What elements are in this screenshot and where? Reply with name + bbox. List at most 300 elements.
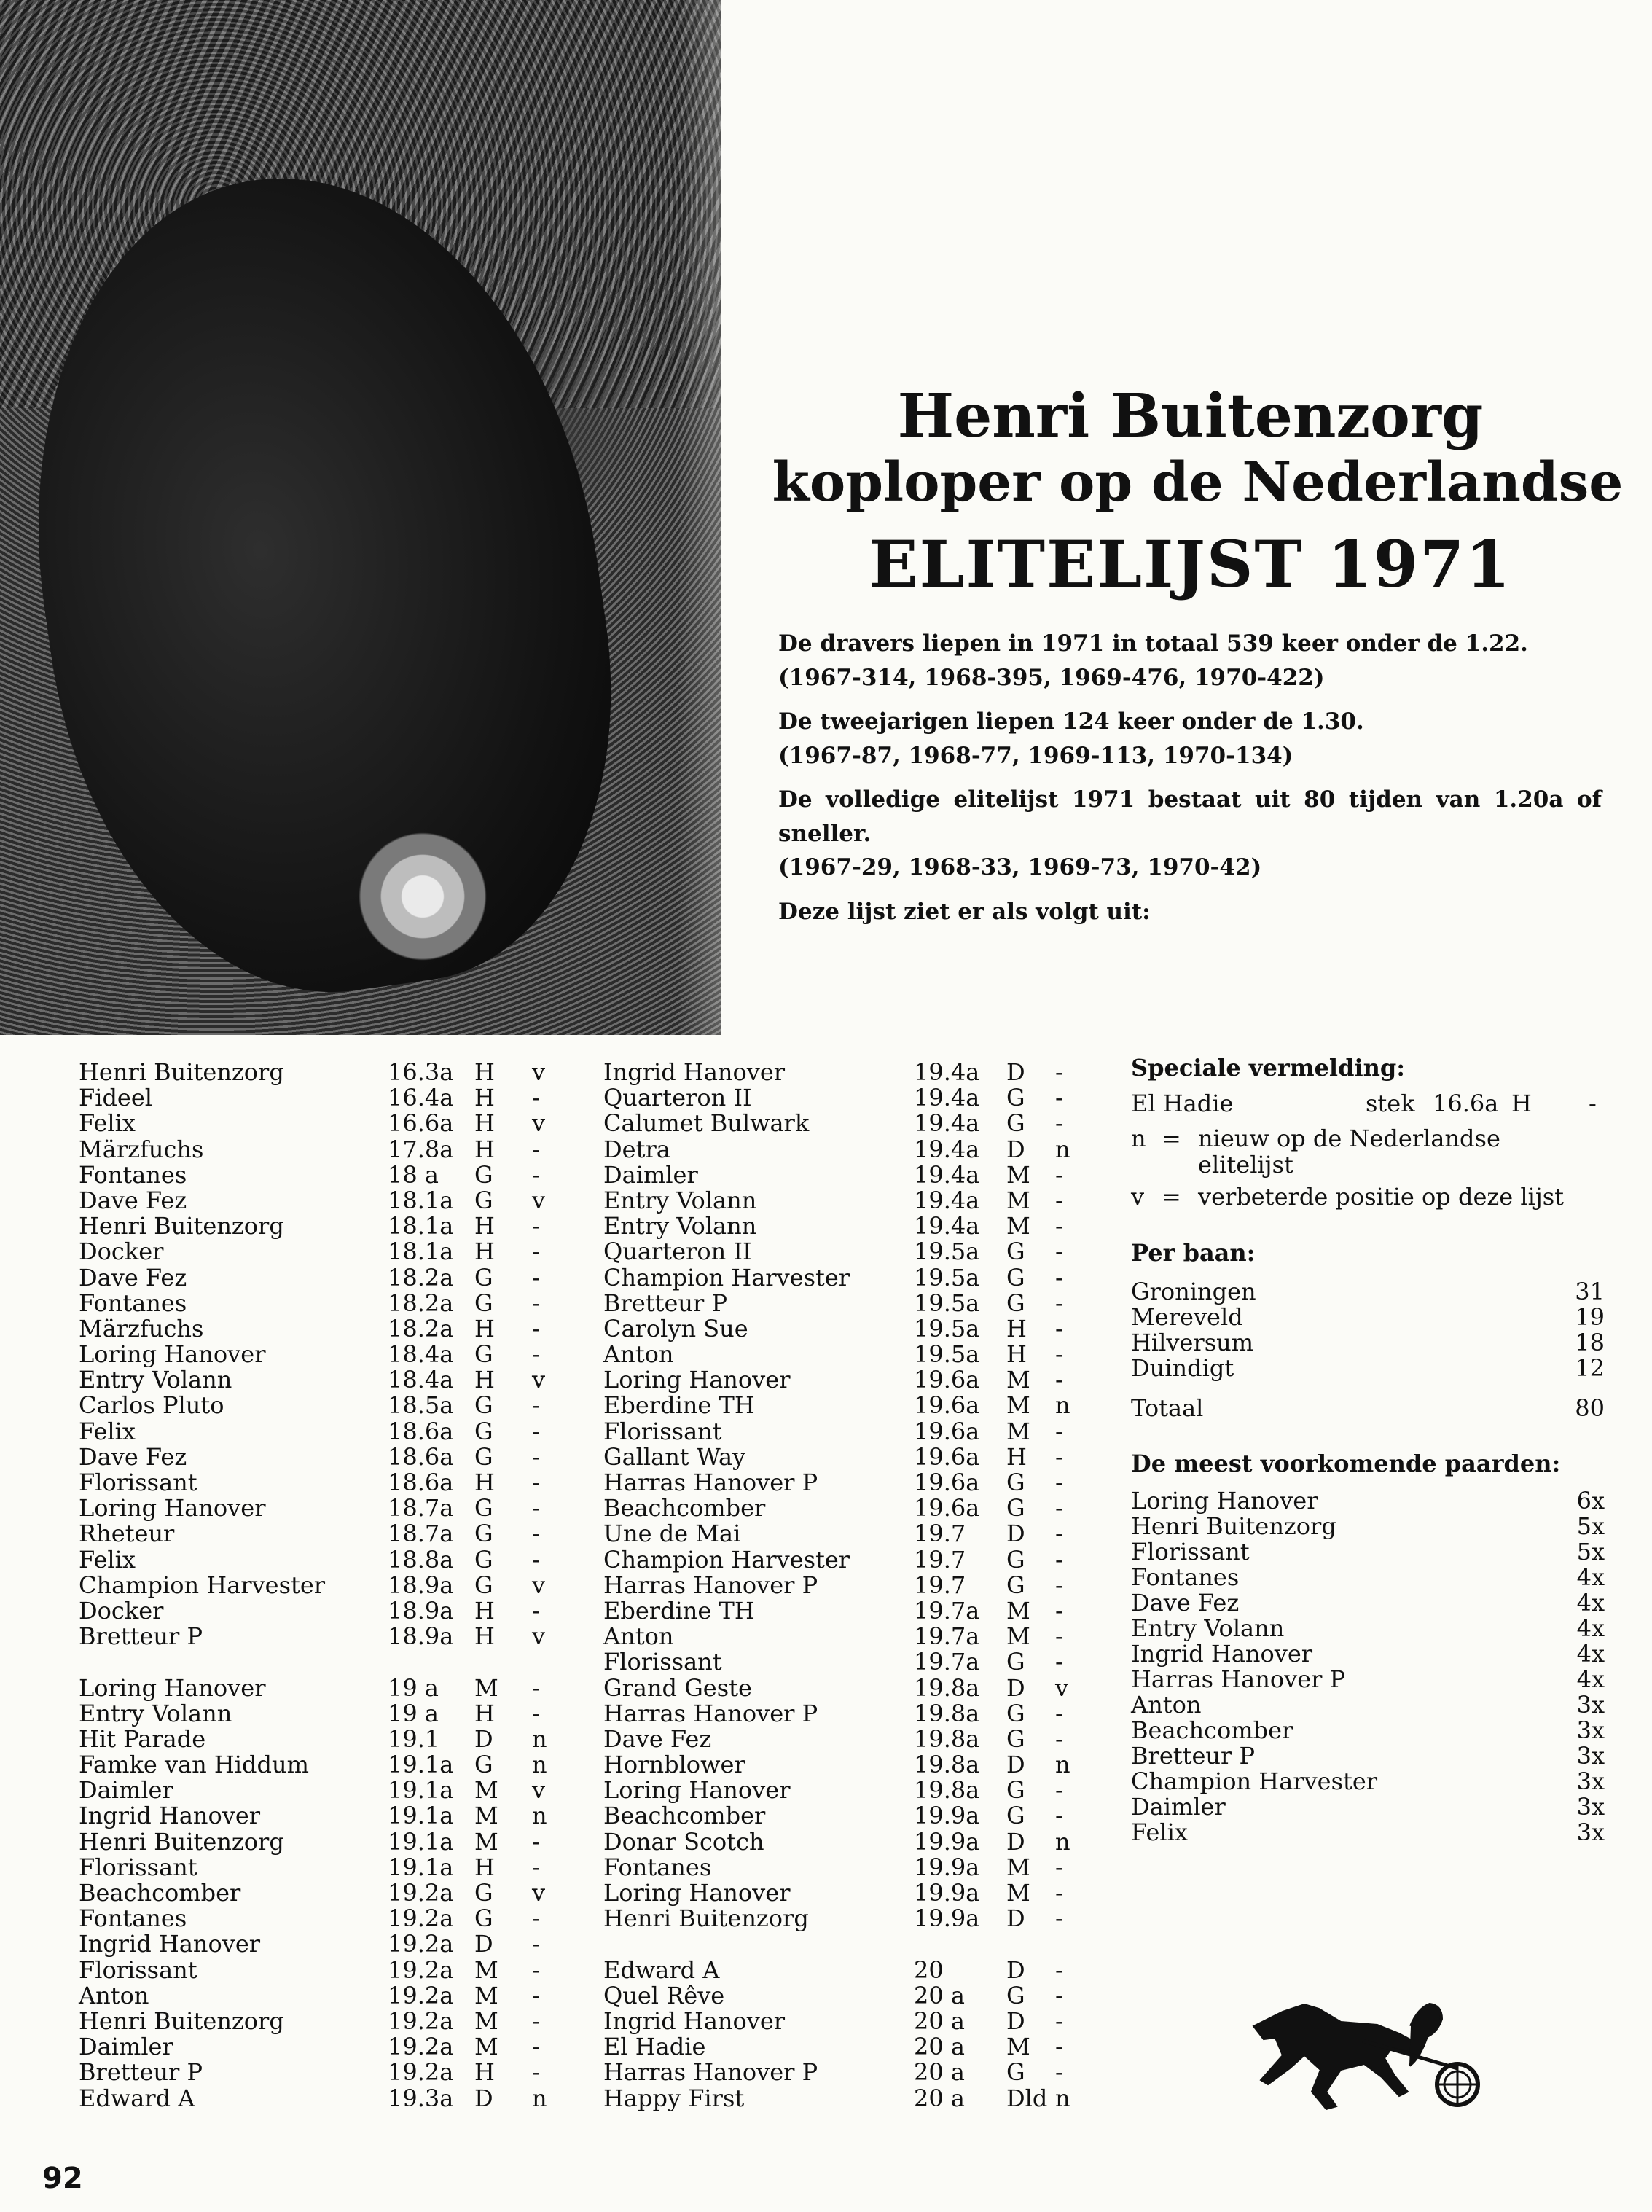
list-item — [603, 1906, 1084, 1931]
list-item — [79, 1214, 560, 1239]
horse-name: Edward A — [603, 1955, 720, 1984]
horse-name: Ingrid Hanover — [603, 2006, 786, 2035]
track-code: G — [1006, 1469, 1025, 1496]
horse-name: Dave Fez — [603, 1724, 712, 1753]
status-mark: - — [1055, 1160, 1063, 1189]
horse-name: Detra — [603, 1135, 670, 1163]
sidebar-summary — [1131, 1053, 1605, 1845]
status-mark: - — [532, 1391, 540, 1420]
track-code: M — [474, 1776, 498, 1805]
track-code: D — [1006, 1135, 1025, 1163]
horse-name: Docker — [79, 1596, 164, 1625]
summary-row — [1131, 1565, 1605, 1590]
list-item — [603, 1778, 1084, 1803]
track-code: G — [1006, 1724, 1025, 1753]
track-code: M — [474, 2006, 498, 2035]
status-mark: - — [532, 1289, 540, 1317]
horse-name: Florissant — [79, 1469, 197, 1496]
legend-row — [1131, 1126, 1605, 1152]
status-mark: - — [532, 1314, 540, 1343]
list-item — [603, 1701, 1084, 1727]
summary-name: Daimler — [1131, 1793, 1226, 1821]
list-item — [79, 1547, 560, 1573]
summary-row — [1131, 1590, 1605, 1616]
status-mark: - — [1055, 1699, 1063, 1727]
horse-name: Carolyn Sue — [603, 1314, 748, 1343]
summary-count: 3x — [1576, 1716, 1605, 1744]
list-item — [603, 1188, 1084, 1214]
list-item — [603, 2086, 1084, 2111]
status-mark: - — [532, 1238, 540, 1266]
race-time: 19.9a — [914, 1879, 980, 1907]
summary-row — [1131, 1488, 1605, 1514]
race-time: 18 a — [388, 1160, 439, 1189]
race-time: 19.4a — [914, 1084, 980, 1112]
status-mark: - — [1055, 1469, 1063, 1496]
list-item — [79, 1442, 560, 1471]
race-time: 19.1 — [388, 1724, 440, 1753]
intro-line: De tweejarigen liepen 124 keer onder de 1.30. — [778, 708, 1364, 735]
list-item — [79, 1573, 560, 1598]
race-time: 19.8a — [914, 1699, 980, 1727]
summary-row — [1131, 1667, 1605, 1692]
status-mark: - — [532, 1494, 540, 1523]
race-time: 19 a — [388, 1673, 439, 1702]
special-time: 16.6a — [1433, 1090, 1499, 1117]
race-time: 19.7a — [914, 1622, 980, 1651]
track-code: H — [1006, 1340, 1027, 1369]
status-mark: - — [1055, 1417, 1063, 1445]
race-time: 20 — [914, 1955, 944, 1984]
status-mark: - — [1055, 1571, 1063, 1599]
status-mark: - — [1055, 1442, 1063, 1471]
summary-name: Entry Volann — [1131, 1614, 1285, 1642]
race-time: 19.2a — [388, 1981, 454, 2009]
track-code: M — [1006, 1212, 1030, 1240]
summary-row — [1131, 1279, 1605, 1305]
summary-count: 12 — [1575, 1354, 1605, 1382]
summary-row — [1131, 1794, 1605, 1820]
list-item — [79, 1724, 560, 1753]
list-item — [603, 1955, 1084, 1984]
track-code: M — [1006, 1366, 1030, 1394]
track-code: H — [474, 2058, 495, 2087]
status-mark: - — [1055, 1596, 1063, 1625]
race-time: 20 a — [914, 1981, 965, 2009]
list-item — [79, 1752, 560, 1778]
track-code: H — [474, 1135, 495, 1163]
intro-text — [778, 627, 1602, 939]
track-code: M — [474, 2033, 498, 2061]
list-item — [79, 1598, 560, 1624]
track-code: D — [1006, 1058, 1025, 1086]
summary-count: 19 — [1575, 1303, 1605, 1331]
horse-name: Dave Fez — [79, 1442, 187, 1471]
race-time: 18.6a — [388, 1469, 454, 1496]
horse-name: Dave Fez — [79, 1186, 187, 1214]
horse-name: Quel Rêve — [603, 1981, 725, 2009]
horse-name: Henri Buitenzorg — [603, 1904, 809, 1933]
horse-name: Bretteur P — [603, 1289, 728, 1317]
horse-name: Felix — [79, 1417, 136, 1445]
summary-count: 5x — [1576, 1538, 1605, 1566]
status-mark: n — [532, 1751, 547, 1779]
horse-name: Loring Hanover — [603, 1366, 791, 1394]
special-name: El Hadie — [1131, 1090, 1234, 1117]
list-item — [79, 1955, 560, 1984]
status-mark: - — [1055, 1904, 1063, 1933]
summary-name: Mereveld — [1131, 1303, 1243, 1331]
race-time: 19.1a — [388, 1802, 454, 1830]
summary-count: 3x — [1576, 1793, 1605, 1821]
list-item — [603, 1855, 1084, 1880]
horse-name: Une de Mai — [603, 1520, 741, 1548]
horse-name: Bretteur P — [79, 2058, 203, 2087]
list-item — [603, 1137, 1084, 1162]
race-time: 19.2a — [388, 1930, 454, 1958]
race-time: 20 a — [914, 2033, 965, 2061]
track-code: M — [1006, 1879, 1030, 1907]
track-code: D — [1006, 1955, 1025, 1984]
track-code: M — [1006, 1417, 1030, 1445]
list-item — [79, 1829, 560, 1855]
legend-row — [1131, 1184, 1605, 1211]
status-mark: - — [532, 1596, 540, 1625]
summary-row — [1131, 1330, 1605, 1356]
summary-count: 18 — [1575, 1329, 1605, 1356]
race-time: 19 a — [388, 1699, 439, 1727]
track-code: G — [474, 1904, 493, 1933]
track-code: H — [1006, 1442, 1027, 1471]
status-mark: v — [532, 1058, 546, 1086]
horse-name: Dave Fez — [79, 1263, 187, 1291]
list-item — [79, 2086, 560, 2111]
horse-name: Happy First — [603, 2084, 745, 2112]
status-mark: - — [1055, 1340, 1063, 1369]
race-time: 19.8a — [914, 1724, 980, 1753]
status-mark: v — [532, 1776, 546, 1805]
list-item — [79, 1137, 560, 1162]
summary-row — [1131, 1743, 1605, 1769]
list-item — [79, 1085, 560, 1111]
race-time: 19.4a — [914, 1160, 980, 1189]
elite-list-column-2 — [603, 1060, 1084, 2111]
track-code: D — [474, 1930, 493, 1958]
horse-name: Märzfuchs — [79, 1135, 204, 1163]
race-time: 19.7 — [914, 1545, 966, 1574]
legend-eq: = — [1162, 1183, 1181, 1211]
status-mark: v — [532, 1109, 546, 1138]
status-mark: - — [1055, 2006, 1063, 2035]
special-code: H — [1511, 1090, 1532, 1117]
horse-name: Loring Hanover — [603, 1776, 791, 1805]
list-item — [603, 1060, 1084, 1085]
list-item — [79, 2060, 560, 2085]
summary-name: Henri Buitenzorg — [1131, 1512, 1336, 1540]
race-time: 19.4a — [914, 1212, 980, 1240]
track-code: G — [1006, 1776, 1025, 1805]
race-time: 19.5a — [914, 1314, 980, 1343]
track-code: M — [474, 1981, 498, 2009]
summary-row — [1131, 1769, 1605, 1794]
race-time: 19.5a — [914, 1263, 980, 1291]
race-time: 18.1a — [388, 1186, 454, 1214]
intro-line: Deze lijst ziet er als volgt uit: — [778, 898, 1151, 925]
track-code: G — [474, 1160, 493, 1189]
race-time: 18.9a — [388, 1571, 454, 1599]
summary-row — [1131, 1718, 1605, 1743]
list-item — [603, 1880, 1084, 1906]
summary-row — [1131, 1820, 1605, 1845]
summary-name: Loring Hanover — [1131, 1487, 1318, 1515]
status-mark: - — [532, 2006, 540, 2035]
track-code: D — [1006, 1827, 1025, 1856]
list-item — [79, 1342, 560, 1367]
race-time: 19.8a — [914, 1751, 980, 1779]
list-item — [603, 1573, 1084, 1598]
list-item — [79, 1983, 560, 2009]
list-item — [603, 2034, 1084, 2060]
status-mark: - — [532, 1469, 540, 1496]
status-mark: - — [532, 1904, 540, 1933]
race-time: 18.9a — [388, 1622, 454, 1651]
track-code: G — [1006, 2058, 1025, 2087]
status-mark: v — [532, 1879, 546, 1907]
track-code: G — [474, 1751, 493, 1779]
elite-list-column-1 — [79, 1060, 560, 2111]
status-mark: - — [1055, 1879, 1063, 1907]
status-mark: - — [532, 1955, 540, 1984]
track-code: M — [1006, 1186, 1030, 1214]
status-mark: v — [532, 1622, 546, 1651]
summary-name: Ingrid Hanover — [1131, 1640, 1313, 1668]
horse-name: Beachcomber — [603, 1494, 766, 1523]
intro-line: (1967-29, 1968-33, 1969-73, 1970-42) — [778, 854, 1262, 880]
per-baan-heading: Per baan: — [1131, 1239, 1256, 1267]
status-mark: - — [532, 1442, 540, 1471]
horse-name: Daimler — [603, 1160, 698, 1189]
status-mark: - — [532, 1520, 540, 1548]
status-mark: - — [532, 1084, 540, 1112]
list-item — [603, 1724, 1084, 1753]
summary-count: 3x — [1576, 1742, 1605, 1770]
race-time: 19.2a — [388, 2058, 454, 2087]
summary-name: Groningen — [1131, 1278, 1256, 1305]
horse-name: Donar Scotch — [603, 1827, 764, 1856]
track-code: G — [474, 1879, 493, 1907]
status-mark: - — [532, 1699, 540, 1727]
track-code: G — [474, 1391, 493, 1420]
status-mark: - — [532, 1930, 540, 1958]
list-item — [603, 1214, 1084, 1239]
race-time: 19.9a — [914, 1904, 980, 1933]
track-code: G — [474, 1545, 493, 1574]
track-code: H — [474, 1699, 495, 1727]
race-time: 19.2a — [388, 2033, 454, 2061]
horse-name: Harras Hanover P — [603, 1469, 818, 1496]
track-code: G — [1006, 1802, 1025, 1830]
race-time: 19.4a — [914, 1058, 980, 1086]
list-item — [603, 1649, 1084, 1675]
horse-name: Docker — [79, 1238, 164, 1266]
list-item — [79, 1701, 560, 1727]
list-item — [79, 2034, 560, 2060]
race-time: 18.9a — [388, 1596, 454, 1625]
track-code: G — [474, 1494, 493, 1523]
summary-count: 4x — [1576, 1563, 1605, 1591]
horse-name: Anton — [603, 1340, 674, 1369]
summary-name: Dave Fez — [1131, 1589, 1240, 1617]
horse-name: Harras Hanover P — [603, 2058, 818, 2087]
list-item — [79, 1624, 560, 1649]
list-item — [79, 1778, 560, 1803]
horse-name: El Hadie — [603, 2033, 706, 2061]
status-mark: n — [532, 1802, 547, 1830]
list-item — [79, 1906, 560, 1931]
race-time: 18.6a — [388, 1442, 454, 1471]
horse-name: Gallant Way — [603, 1442, 746, 1471]
track-code: G — [1006, 1263, 1025, 1291]
track-code: G — [474, 1340, 493, 1369]
summary-row — [1131, 1692, 1605, 1718]
status-mark: - — [1055, 1520, 1063, 1548]
per-baan-total — [1131, 1396, 1605, 1421]
track-code: H — [474, 1622, 495, 1651]
race-time: 18.4a — [388, 1366, 454, 1394]
list-item — [79, 1239, 560, 1265]
per-baan-list — [1131, 1279, 1605, 1381]
special-mark: - — [1589, 1090, 1597, 1117]
special-heading: Speciale vermelding: — [1131, 1054, 1406, 1082]
race-time: 20 a — [914, 2006, 965, 2035]
track-code: H — [474, 1238, 495, 1266]
list-item — [603, 1291, 1084, 1316]
status-mark: - — [1055, 2033, 1063, 2061]
race-time: 16.4a — [388, 1084, 454, 1112]
horse-name: Anton — [603, 1622, 674, 1651]
status-mark: - — [532, 1853, 540, 1881]
track-code: G — [1006, 1648, 1025, 1676]
summary-count: 6x — [1576, 1487, 1605, 1515]
track-code: G — [474, 1571, 493, 1599]
track-code: M — [1006, 2033, 1030, 2061]
track-code: D — [474, 1724, 493, 1753]
race-time: 16.3a — [388, 1058, 454, 1086]
status-mark: - — [532, 1160, 540, 1189]
status-mark: - — [1055, 1238, 1063, 1266]
status-mark: - — [532, 1981, 540, 2009]
summary-count: 4x — [1576, 1665, 1605, 1693]
title-line-3: ELITELIJST 1971 — [869, 526, 1512, 602]
race-time: 19.1a — [388, 1827, 454, 1856]
status-mark: - — [1055, 2058, 1063, 2087]
summary-count: 4x — [1576, 1589, 1605, 1617]
horse-name: Entry Volann — [79, 1699, 232, 1727]
horse-name: Florissant — [79, 1955, 197, 1984]
list-item — [603, 1265, 1084, 1291]
race-time: 18.2a — [388, 1263, 454, 1291]
horse-name: Loring Hanover — [79, 1494, 266, 1523]
track-code: M — [1006, 1853, 1030, 1881]
status-mark: n — [532, 2084, 547, 2112]
horse-name: Anton — [79, 1981, 149, 2009]
list-item — [603, 2006, 1084, 2035]
race-time: 19.9a — [914, 1827, 980, 1856]
horse-name: Fontanes — [79, 1160, 187, 1189]
race-time: 19.4a — [914, 1109, 980, 1138]
list-item — [79, 1419, 560, 1445]
track-code: H — [474, 1596, 495, 1625]
horse-name: Champion Harvester — [79, 1571, 326, 1599]
status-mark: - — [1055, 1955, 1063, 1984]
list-item — [603, 1521, 1084, 1547]
race-time: 19.4a — [914, 1186, 980, 1214]
summary-count: 4x — [1576, 1614, 1605, 1642]
track-code: G — [1006, 1699, 1025, 1727]
summary-name: Felix — [1131, 1818, 1188, 1846]
race-time: 19.8a — [914, 1776, 980, 1805]
special-entry — [1131, 1091, 1605, 1120]
list-item — [603, 1393, 1084, 1418]
track-code: G — [1006, 1494, 1025, 1523]
horse-name: Fontanes — [79, 1904, 187, 1933]
track-code: G — [1006, 1571, 1025, 1599]
status-mark: n — [1055, 1751, 1070, 1779]
horse-name: Carlos Pluto — [79, 1391, 224, 1420]
list-item — [79, 1291, 560, 1316]
list-item — [79, 1931, 560, 1957]
race-time: 19.2a — [388, 1904, 454, 1933]
horse-name: Fideel — [79, 1084, 153, 1112]
status-mark: - — [532, 1212, 540, 1240]
track-code: M — [474, 1827, 498, 1856]
race-time: 19.6a — [914, 1391, 980, 1420]
legend-text: verbeterde positie op deze lijst — [1198, 1183, 1565, 1211]
race-time: 19.6a — [914, 1366, 980, 1394]
race-time: 19.5a — [914, 1238, 980, 1266]
track-code: G — [474, 1520, 493, 1548]
status-mark: - — [1055, 1981, 1063, 2009]
list-item — [79, 1496, 560, 1521]
list-gap — [603, 1931, 1084, 1957]
title-line-1: Henri Buitenzorg — [897, 381, 1484, 451]
track-code: H — [474, 1084, 495, 1112]
horse-name: Henri Buitenzorg — [79, 1212, 284, 1240]
summary-count: 5x — [1576, 1512, 1605, 1540]
legend-text: elitelijst — [1198, 1151, 1293, 1179]
horse-name: Florissant — [79, 1853, 197, 1881]
list-item — [603, 1316, 1084, 1342]
title-line-2: koploper op de Nederlandse — [772, 451, 1624, 514]
legend-key: v — [1131, 1183, 1145, 1211]
race-time: 20 a — [914, 2084, 965, 2112]
list-item — [603, 1673, 1084, 1702]
track-code: G — [1006, 1109, 1025, 1138]
race-time: 18.6a — [388, 1417, 454, 1445]
summary-name: Beachcomber — [1131, 1716, 1293, 1744]
list-item — [79, 1521, 560, 1547]
list-item — [603, 1442, 1084, 1471]
track-code: H — [474, 1314, 495, 1343]
total-value: 80 — [1575, 1394, 1605, 1422]
status-mark: - — [1055, 1545, 1063, 1574]
summary-row — [1131, 1514, 1605, 1539]
horse-name: Entry Volann — [603, 1212, 757, 1240]
intro-line: (1967-87, 1968-77, 1969-113, 1970-134) — [778, 742, 1293, 769]
race-time: 19.7 — [914, 1520, 966, 1548]
race-time: 19.2a — [388, 2006, 454, 2035]
status-mark: v — [532, 1186, 546, 1214]
